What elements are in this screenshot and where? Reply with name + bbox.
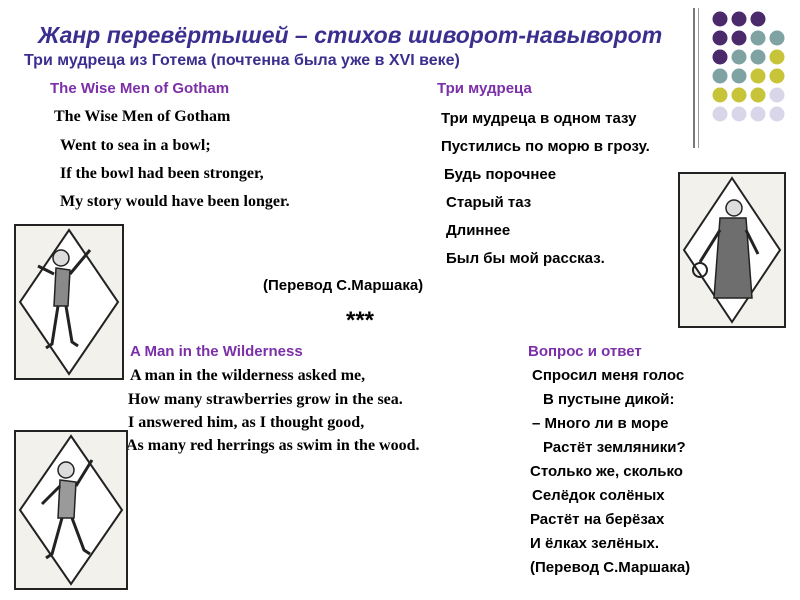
poem2-ru-line: Растёт земляники? (543, 439, 686, 456)
poem2-ru-heading: Вопрос и ответ (528, 343, 642, 360)
dot-grid-dot (770, 107, 785, 122)
dot-grid-dot (713, 50, 728, 65)
poem1-translation-credit: (Перевод С.Маршака) (263, 277, 424, 294)
dot-grid-dot (751, 50, 766, 65)
poem2-translation-credit: (Перевод С.Маршака) (530, 559, 691, 576)
dot-grid-dot (713, 88, 728, 103)
poem2-ru-line: И ёлках зелёных. (530, 535, 660, 552)
divider-line (693, 8, 695, 148)
dot-grid-dot (713, 31, 728, 46)
dot-grid-dot (732, 12, 747, 27)
poem2-en-line: How many strawberries grow in the sea. (128, 391, 403, 408)
dot-grid-dot (751, 31, 766, 46)
poem1-en-line: My story would have been longer. (60, 193, 290, 210)
dot-grid-dot (751, 88, 766, 103)
poem2-ru-line: Спросил меня голос (532, 367, 685, 384)
dot-grid-dot (732, 69, 747, 84)
poem2-en-line: As many red herrings as swim in the wood. (126, 437, 420, 454)
dot-grid-dot (732, 31, 747, 46)
monk-woodcut (678, 172, 786, 328)
poem2-ru-line: В пустыне дикой: (543, 391, 675, 408)
poem1-ru-heading: Три мудреца (437, 80, 532, 97)
dot-grid-dot (770, 88, 785, 103)
poem1-ru-line: Будь порочнее (444, 166, 557, 183)
jester-woodcut (14, 430, 128, 590)
poem2-en-line: A man in the wilderness asked me, (130, 367, 366, 384)
dot-grid-dot (713, 12, 728, 27)
poem1-en-line: If the bowl had been stronger, (60, 165, 264, 182)
poem1-ru-line: Пустились по морю в грозу. (441, 138, 650, 155)
dot-grid-dot (732, 88, 747, 103)
separator-stars: *** (346, 307, 375, 334)
poem1-en-line: The Wise Men of Gotham (54, 108, 231, 125)
poem1-ru-line: Был бы мой рассказ. (446, 250, 605, 267)
slide-title: Жанр перевёртышей – стихов шиворот-навыворот (38, 22, 663, 48)
dot-grid-dot (770, 69, 785, 84)
poem2-en-line: I answered him, as I thought good, (128, 414, 365, 431)
dot-grid-dot (713, 107, 728, 122)
poem2-ru-line: Растёт на берёзах (530, 511, 665, 528)
dot-grid-dot (732, 107, 747, 122)
poem1-en-heading: The Wise Men of Gotham (50, 80, 230, 97)
dot-grid-dot (770, 31, 785, 46)
poem2-ru-line: – Много ли в море (532, 415, 669, 432)
dot-grid-decoration (710, 10, 790, 140)
dot-grid-dot (770, 50, 785, 65)
poem1-ru-line: Три мудреца в одном тазу (441, 110, 637, 127)
poem1-en-line: Went to sea in a bowl; (60, 137, 211, 154)
dot-grid-dot (751, 69, 766, 84)
poem1-ru-line: Длиннее (446, 222, 511, 239)
poem2-en-heading: A Man in the Wilderness (130, 343, 303, 360)
divider-line-thin (698, 8, 699, 148)
dot-grid-dot (751, 107, 766, 122)
slide-subtitle: Три мудреца из Готема (почтенна была уже в XVI веке) (24, 52, 460, 69)
poem2-ru-line: Селёдок солёных (532, 487, 665, 504)
dot-grid-dot (732, 50, 747, 65)
poem1-ru-line: Старый таз (446, 194, 532, 211)
dot-grid-dot (713, 69, 728, 84)
dot-grid-dot (751, 12, 766, 27)
dancing-man-woodcut (14, 224, 124, 380)
poem2-ru-line: Столько же, сколько (530, 463, 683, 480)
